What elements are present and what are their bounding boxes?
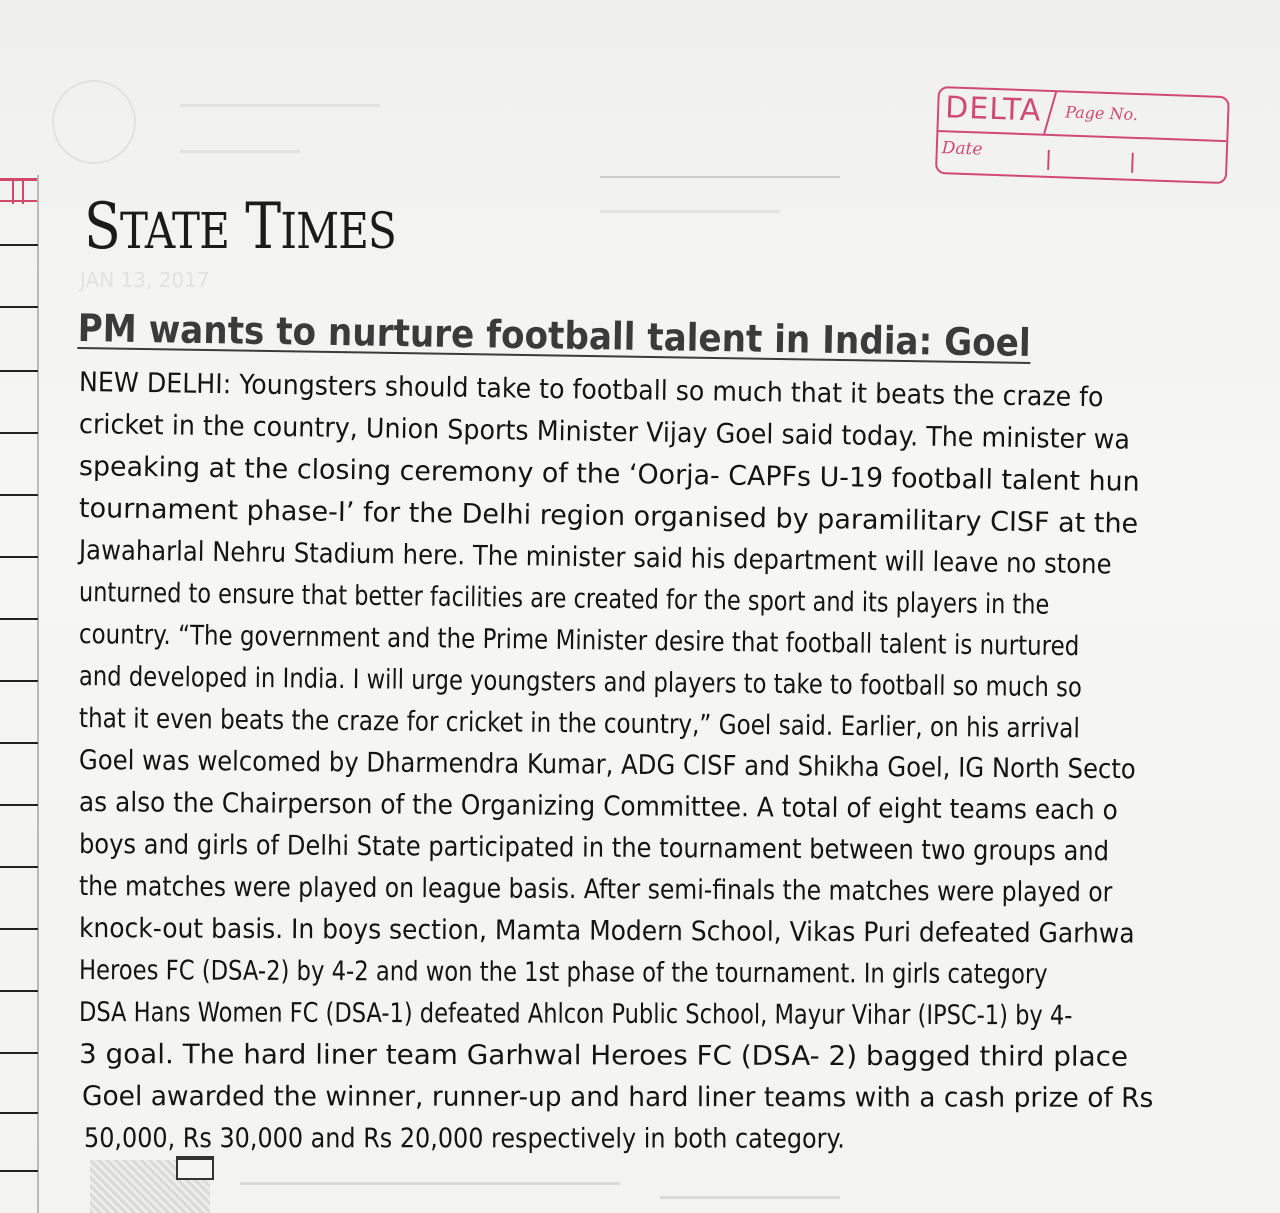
article-line: boys and girls of Delhi State participated in the tournament between two groups and: [78, 829, 1110, 868]
article-line: knock-out basis. In boys section, Mamta Modern School, Vikas Puri defeated Garhwa: [78, 913, 1135, 950]
bleed-through-mark: [660, 1196, 840, 1199]
masthead-rest: IMES: [280, 202, 396, 260]
masthead-cap: T: [245, 190, 281, 264]
article-line: tournament phase-I’ for the Delhi region organised by paramilitary CISF at the: [78, 493, 1139, 540]
article-line: country. “The government and the Prime Minister desire that football talent is nurtured: [78, 619, 1080, 663]
article-line: Goel awarded the winner, runner-up and hard liner teams with a cash prize of Rs: [81, 1081, 1154, 1114]
article-line: Jawaharlal Nehru Stadium here. The minister said his department will leave no stone: [78, 535, 1112, 581]
stamp-date-label: Date: [941, 138, 983, 160]
article-line: cricket in the country, Union Sports Minister Vijay Goel said today. The minister wa: [78, 409, 1131, 456]
article-line: the matches were played on league basis. After semi-finals the matches were played or: [78, 871, 1113, 909]
article-line: Heroes FC (DSA-2) by 4-2 and won the 1st phase of the tournament. In girls category: [78, 955, 1048, 991]
stamp-brand: DELTA: [944, 90, 1042, 129]
masthead-rest: TATE: [119, 202, 230, 260]
article-line: and developed in India. I will urge youngsters and players to take to football so much so: [78, 661, 1082, 704]
cup-icon: [176, 1156, 214, 1180]
article-line: NEW DELHI: Youngsters should take to football so much that it beats the craze fo: [78, 367, 1104, 414]
article-line: unturned to ensure that better facilities are created for the sport and its players in the: [78, 577, 1050, 621]
article-line: as also the Chairperson of the Organizing Committee. A total of eight teams each o: [78, 787, 1118, 827]
article-line: DSA Hans Women FC (DSA-1) defeated Ahlcon Public School, Mayur Vihar (IPSC-1) by 4-: [78, 997, 1073, 1032]
article-headline: PM wants to nurture football talent in India: Goel: [77, 306, 1031, 365]
article-line: speaking at the closing ceremony of the ‘Oorja- CAPFs U-19 football talent hun: [78, 451, 1140, 498]
faded-date: JAN 13, 2017: [80, 268, 210, 292]
article-line: 3 goal. The hard liner team Garhwal Heroes FC (DSA- 2) bagged third place: [78, 1039, 1129, 1073]
masthead-cap: S: [84, 190, 120, 264]
article-line: 50,000, Rs 30,000 and Rs 20,000 respectively in both category.: [83, 1123, 845, 1155]
article-line: that it even beats the craze for cricket in the country,” Goel said. Earlier, on his arrival: [78, 703, 1080, 745]
stamp-page-no-label: Page No.: [1064, 102, 1139, 124]
bleed-through-mark: [240, 1182, 620, 1185]
article-line: Goel was welcomed by Dharmendra Kumar, ADG CISF and Shikha Goel, IG North Secto: [78, 745, 1136, 786]
